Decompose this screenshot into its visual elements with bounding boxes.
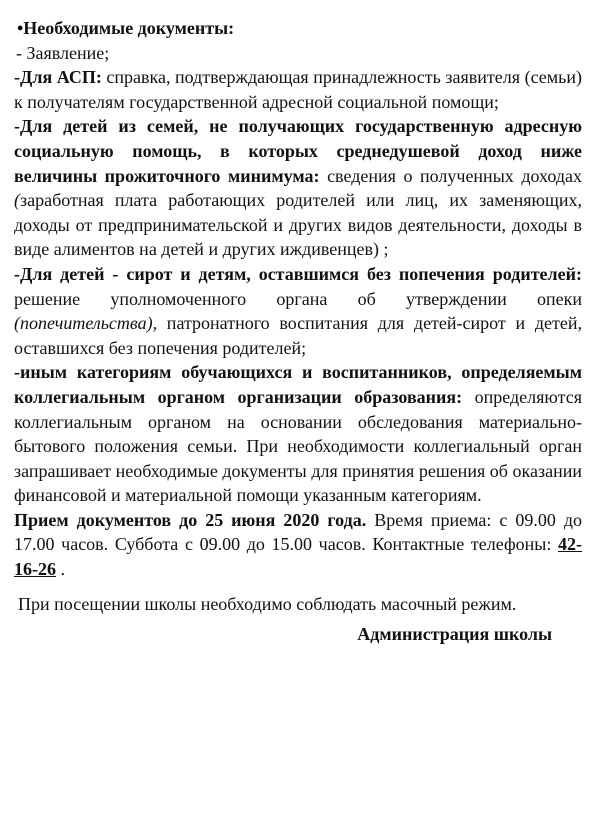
mask-notice: При посещении школы необходимо соблюдать масочный режим. — [18, 593, 517, 614]
item-application: - Заявление; — [16, 42, 110, 63]
heading-text: •Необходимые документы: — [17, 18, 235, 38]
item-low-income-text-a: сведения о полученных доходах — [319, 165, 582, 186]
item-other-categories — [14, 360, 582, 508]
item-orphans-label: -Для детей - сирот и детям, оставшимся без попечения родителей: — [14, 263, 582, 284]
signature: Администрация школы — [357, 624, 552, 645]
document-heading — [17, 16, 582, 41]
contact-phone: 42-16-26 — [14, 534, 582, 580]
reception-deadline: Прием документов до 25 июня 2020 года. — [14, 509, 367, 530]
item-orphans — [14, 262, 582, 360]
reception-hours: Время приема: с 09.00 до 17.00 часов. Суббота с 09.00 до 15.00 часов. Контактные телефоны: — [14, 509, 582, 555]
item-asp-label: -Для АСП: — [14, 67, 102, 88]
document-page — [14, 16, 582, 647]
item-low-income-label: -Для детей из семей, не получающих государственную адресную социальную помощь, в которых среднедушевой доход ниже величины прожиточного минимума: — [14, 116, 582, 186]
item-orphans-text-a: решение уполномоченного органа об утверждении опеки — [14, 288, 582, 309]
item-low-income — [14, 114, 582, 262]
item-asp-text: справка, подтверждающая принадлежность заявителя (семьи) к получателям государственной адресной социальной помощи; — [14, 67, 582, 112]
item-low-income-text-b: заработная плата работающих родителей или лиц, их заменяющих, доходы от предпринимательской и других видов деятельности, доходы в виде алиментов на детей и других иждивенцев) ; — [14, 190, 582, 260]
item-other-label: -иным категориям обучающихся и воспитанников, определяемым коллегиальным органом организации образования: — [14, 362, 582, 407]
item-asp — [14, 65, 582, 114]
item-low-income-paren: ( — [14, 190, 20, 211]
reception-notice — [14, 508, 582, 582]
item-other-text: определяются коллегиальным органом на основании обследования материально-бытового положения семьи. При необходимости коллегиальный орган запрашивает необходимые документы для принятия решения об оказании финансовой и материальной помощи указанным категориям. — [14, 386, 582, 506]
reception-end: . — [56, 559, 65, 580]
item-orphans-italic: (попечительства), — [14, 313, 158, 334]
item-orphans-text-b: патронатного воспитания для детей-сирот и детей, оставшихся без попечения родителей; — [14, 313, 582, 358]
